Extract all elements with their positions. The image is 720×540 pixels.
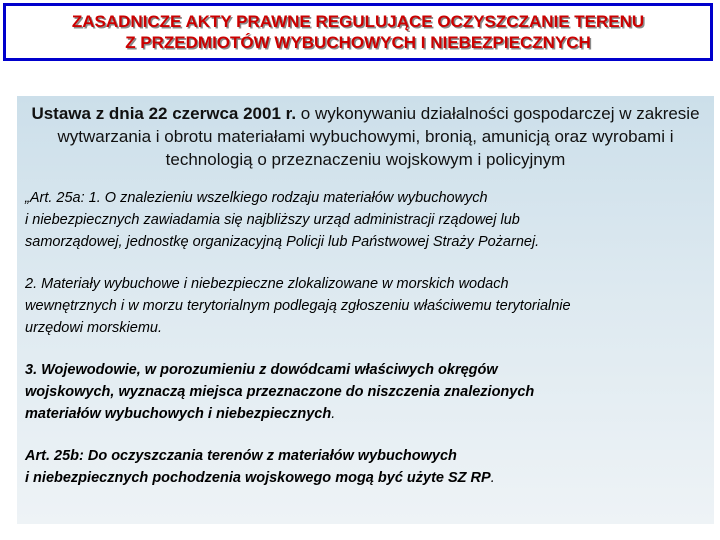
art25a-3-line-1: 3. Wojewodowie, w porozumieniu z dowódcami właściwych okręgów	[25, 362, 498, 378]
content-panel	[17, 96, 714, 524]
article-25a-paragraph-2	[25, 273, 706, 339]
art25a-1-line-3: samorządowej, jednostkę organizacyjną Policji lub Państwowej Straży Pożarnej.	[25, 234, 540, 250]
law-intro-rest: o wykonywaniu działalności gospodarczej w zakresie wytwarzania i obrotu materiałami wybuchowymi, bronią, amunicją oraz wyrobami i technologią o przeznaczeniu wojskowym i policyjnym	[57, 104, 700, 169]
art25a-2-line-1: 2. Materiały wybuchowe i niebezpieczne zlokalizowane w morskich wodach	[25, 276, 509, 292]
title-line-2: Z PRZEDMIOTÓW WYBUCHOWYCH I NIEBEZPIECZNYCH	[125, 33, 591, 52]
art25a-3-end: .	[331, 406, 336, 422]
art25a-3-line-3: materiałów wybuchowych i niebezpiecznych	[25, 406, 332, 422]
article-25b	[25, 445, 706, 489]
law-intro	[25, 102, 706, 171]
art25a-3-line-2: wojskowych, wyznaczą miejsca przeznaczone do niszczenia znalezionych	[25, 384, 535, 400]
article-25a-paragraph-3	[25, 359, 706, 425]
title-line-1: ZASADNICZE AKTY PRAWNE REGULUJĄCE OCZYSZCZANIE TERENU	[71, 12, 645, 31]
art25a-1-line-1: „Art. 25a: 1. O znalezieniu wszelkiego rodzaju materiałów wybuchowych	[25, 190, 488, 206]
art25a-2-line-2: wewnętrznych i w morzu terytorialnym podlegają zgłoszeniu właściwemu terytorialnie	[25, 298, 571, 314]
article-25a-paragraph-1	[25, 187, 706, 253]
law-intro-lead: Ustawa z dnia 22 czerwca 2001 r.	[31, 104, 297, 123]
art25a-1-line-2: i niebezpiecznych zawiadamia się najbliższy urząd administracji rządowej lub	[25, 212, 520, 228]
art25b-line-1: Art. 25b: Do oczyszczania terenów z materiałów wybuchowych	[25, 448, 457, 464]
art25b-line-2: i niebezpiecznych pochodzenia wojskowego mogą być użyte SZ RP	[25, 470, 491, 486]
slide-title	[3, 3, 713, 61]
art25a-2-line-3: urzędowi morskiemu.	[25, 320, 162, 336]
art25b-end: .	[490, 470, 495, 486]
